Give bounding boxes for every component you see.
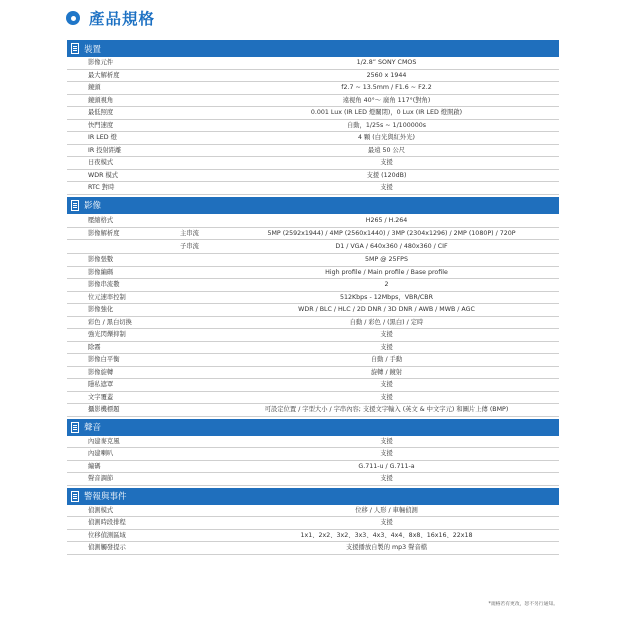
- row-value: G.711-u / G.711-a: [358, 462, 415, 470]
- page-header: [66, 8, 155, 28]
- section-title: 裝置: [84, 44, 102, 55]
- row-value: 2560 x 1944: [366, 71, 407, 79]
- table-row: [67, 145, 559, 158]
- row-value: 支援: [380, 450, 393, 457]
- table-row: [67, 240, 559, 254]
- row-value: 1x1、2x2、3x2、3x3、4x3、4x4、8x8、16x16、22x18: [300, 531, 473, 539]
- table-row: [67, 517, 559, 530]
- table-row: [67, 461, 559, 474]
- row-label: 壓縮格式: [88, 216, 114, 224]
- row-value: 自動 / 彩色 / (黑白) / 定時: [349, 318, 424, 326]
- row-label: 日夜模式: [88, 159, 114, 166]
- row-value: 可設定位置 / 字型大小 / 字串內容; 支援文字輸入 (英文 & 中文字元) 和圖片上傳 (BMP): [264, 406, 509, 413]
- row-label: WDR 模式: [88, 171, 119, 179]
- row-label: 偵測時段排程: [88, 519, 126, 526]
- row-label: 隱私遮罩: [88, 381, 114, 388]
- document-icon: [71, 422, 79, 433]
- row-value: 0.001 Lux (IR LED 燈關閉)，0 Lux (IR LED 燈開啟): [310, 109, 463, 116]
- section-header-video: [67, 197, 559, 214]
- document-icon: [71, 200, 79, 211]
- row-label: 偵測模式: [88, 506, 114, 514]
- table-row: [67, 214, 559, 228]
- row-value: 2: [384, 281, 389, 288]
- row-value: 512Kbps - 12Mbps，VBR/CBR: [340, 293, 433, 301]
- document-icon: [71, 43, 79, 54]
- row-label: 最大解析度: [88, 71, 120, 79]
- row-value: 支援: [380, 159, 393, 166]
- section-title: 影像: [84, 201, 102, 211]
- section-header-device: [67, 40, 559, 57]
- row-label: IR LED 燈: [88, 134, 117, 141]
- section-title: 聲音: [84, 423, 102, 433]
- table-row: [67, 82, 559, 95]
- table-row: [67, 530, 559, 543]
- row-value: 支援: [380, 475, 393, 482]
- table-row: [67, 170, 559, 183]
- row-value: 支援: [380, 519, 393, 526]
- bullet-circle-icon: [66, 11, 80, 25]
- row-value: 支援: [380, 437, 393, 445]
- row-label: 彩色 / 黑白切換: [88, 318, 132, 326]
- row-label: RTC 對時: [88, 184, 115, 191]
- footnote: *規格若有更改，恕不另行通知。: [488, 602, 558, 607]
- row-label: 強光閃爍抑制: [88, 331, 126, 338]
- row-value: 支援: [380, 184, 393, 191]
- row-value: 支援: [380, 343, 393, 351]
- row-value: D1 / VGA / 640x360 / 480x360 / CIF: [335, 243, 448, 250]
- row-label: 攝影機標題: [88, 406, 120, 413]
- section-header-audio: [67, 419, 559, 436]
- row-label: 位移偵測區域: [88, 531, 126, 539]
- row-label: IR 投射距離: [88, 146, 122, 154]
- row-value: High profile / Main profile / Base profile: [325, 268, 448, 276]
- row-value: 支援 (120dB): [366, 171, 407, 179]
- audio-rows: [67, 436, 559, 486]
- row-label: 位元速率控制: [88, 293, 126, 301]
- row-value: 支援播放自製的 mp3 聲音檔: [345, 544, 428, 551]
- row-value: H265 / H.264: [365, 216, 408, 224]
- video-rows: [67, 254, 559, 417]
- alarm-rows: [67, 505, 559, 555]
- row-value: 支援: [380, 331, 393, 338]
- table-row: [67, 57, 559, 70]
- row-label: 影像元件: [88, 59, 114, 66]
- row-sublabel: 主串流: [180, 229, 199, 237]
- row-label: 內建麥克風: [88, 437, 120, 445]
- table-row: [67, 448, 559, 461]
- table-row: [67, 436, 559, 449]
- table-row: [67, 157, 559, 170]
- row-label: 除霧: [88, 343, 101, 351]
- row-value: 1/2.8” SONY CMOS: [356, 59, 417, 66]
- table-row: [67, 392, 559, 405]
- page-title: 產品規格: [89, 10, 156, 28]
- table-row: [67, 342, 559, 355]
- row-value: 自動 / 手動: [370, 356, 403, 363]
- row-value: 位移 / 人形 / 車輛偵測: [355, 506, 418, 514]
- row-label: 快門速度: [88, 121, 114, 129]
- row-label: 影像旋轉: [88, 368, 114, 376]
- table-row: [67, 367, 559, 380]
- table-row: [67, 505, 559, 518]
- table-row: [67, 329, 559, 342]
- table-row: [67, 70, 559, 83]
- row-value: 最遠 50 公尺: [367, 146, 406, 154]
- row-value: 5MP @ 25FPS: [365, 256, 408, 263]
- row-label: 內建喇叭: [88, 450, 114, 457]
- section-title: 警報與事件: [84, 492, 127, 502]
- row-label: 最低照度: [88, 109, 114, 116]
- row-label: 影像白平衡: [88, 356, 120, 363]
- table-row: [67, 279, 559, 292]
- table-row: [67, 304, 559, 317]
- table-row: [67, 267, 559, 280]
- row-label: 聲音調節: [88, 475, 114, 482]
- row-value: 4 顆 (白光與紅外光): [357, 134, 415, 141]
- row-value: WDR / BLC / HLC / 2D DNR / 3D DNR / AWB / MWB / AGC: [298, 306, 475, 313]
- table-row: [67, 473, 559, 486]
- row-label: 編碼: [88, 462, 101, 470]
- row-value: 遠視角 40°～ 廣角 117°(對角): [342, 96, 431, 104]
- section-header-alarm: [67, 488, 559, 505]
- row-value: 旋轉 / 鏡射: [370, 368, 403, 376]
- row-label: 文字覆蓋: [88, 393, 114, 401]
- row-value: 支援: [380, 381, 393, 388]
- row-label: 偵測觸發提示: [88, 544, 126, 551]
- spec-table: [67, 38, 559, 555]
- row-label: 影像張數: [88, 256, 114, 263]
- row-sublabel: 子串流: [180, 243, 199, 250]
- table-row: [67, 404, 559, 417]
- table-row: [67, 379, 559, 392]
- table-row: [67, 542, 559, 555]
- document-icon: [71, 491, 79, 502]
- table-row: [67, 182, 559, 195]
- table-row: [67, 292, 559, 305]
- row-label: 影像串流數: [88, 281, 120, 288]
- table-row: [67, 95, 559, 108]
- table-row: [67, 132, 559, 145]
- row-label: 影像解析度: [88, 229, 120, 237]
- row-label: 鏡頭視角: [88, 96, 114, 104]
- row-value: 5MP (2592x1944) / 4MP (2560x1440) / 3MP (2304x1296) / 2MP (1080P) / 720P: [267, 229, 516, 237]
- row-value: f2.7 ~ 13.5mm / F1.6 ~ F2.2: [341, 84, 432, 91]
- table-row: [67, 228, 559, 241]
- table-row: [67, 317, 559, 330]
- row-label: 影像強化: [88, 306, 114, 313]
- device-rows: [67, 57, 559, 195]
- row-value: 自動，1/25s ~ 1/100000s: [346, 121, 427, 129]
- row-label: 鏡頭: [88, 84, 101, 91]
- table-row: [67, 254, 559, 267]
- table-row: [67, 354, 559, 367]
- table-row: [67, 120, 559, 133]
- row-value: 支援: [380, 393, 393, 401]
- table-row: [67, 107, 559, 120]
- row-label: [67, 240, 174, 253]
- row-label: 影像編碼: [88, 268, 114, 276]
